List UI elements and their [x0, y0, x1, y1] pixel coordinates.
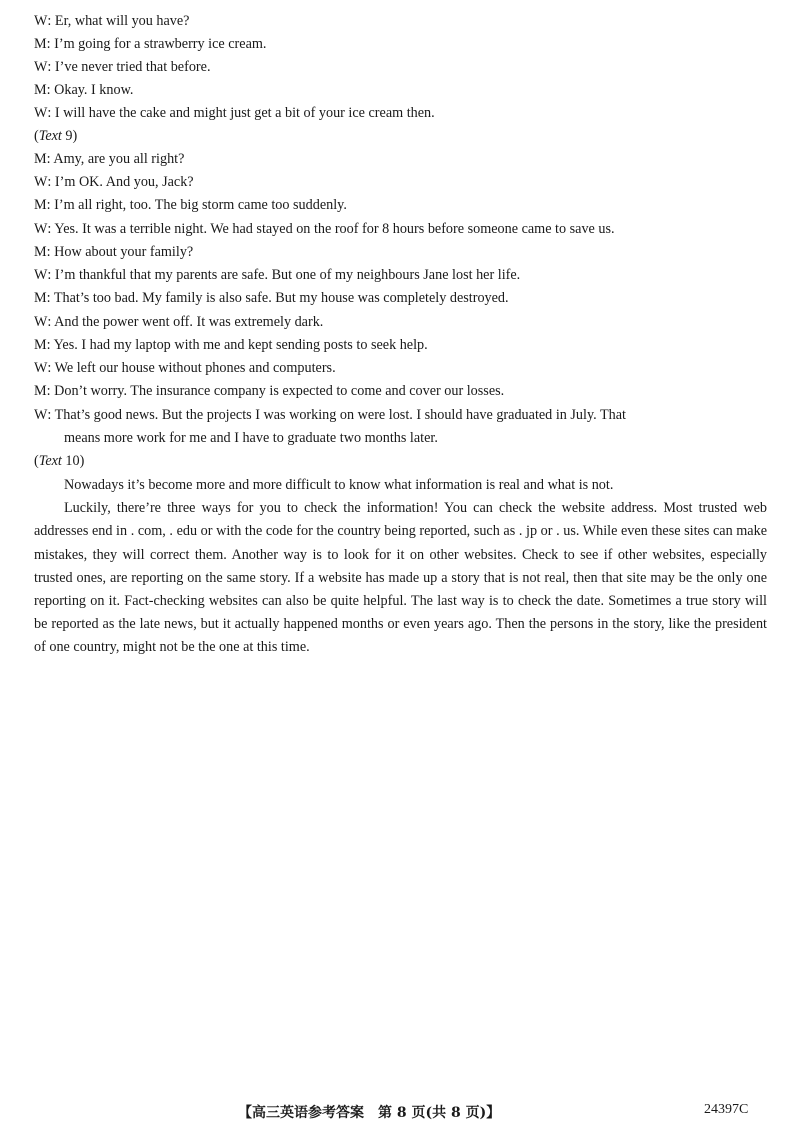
- footer-code: 24397C: [704, 1102, 749, 1117]
- dialogue-line: M: Don’t worry. The insurance company is expected to come and cover our losses.: [34, 383, 505, 399]
- footer-title: 【高三英语参考答案 第 8 页(共 8 页)】: [238, 1105, 501, 1121]
- dialogue-line: W: I’m thankful that my parents are safe. But one of my neighbours Jane lost her life.: [34, 267, 521, 283]
- dialogue-line: M: Amy, are you all right?: [34, 151, 185, 167]
- dialogue-line: M: I’m all right, too. The big storm came too suddenly.: [34, 197, 347, 213]
- dialogue-line: W: I’ve never tried that before.: [34, 59, 211, 75]
- dialogue-line: W: Yes. It was a terrible night. We had stayed on the roof for 8 hours before someone came to save us.: [34, 221, 615, 237]
- section-label-text10: (Text 10): [34, 453, 85, 469]
- dialogue-line: M: Yes. I had my laptop with me and kept sending posts to seek help.: [34, 337, 428, 353]
- dialogue-line: M: I’m going for a strawberry ice cream.: [34, 36, 267, 52]
- dialogue-line: W: We left our house without phones and computers.: [34, 360, 336, 376]
- section-label-text9: (Text 9): [34, 128, 78, 144]
- dialogue-line: W: I’m OK. And you, Jack?: [34, 174, 194, 190]
- dialogue-continuation: means more work for me and I have to graduate two months later.: [64, 430, 438, 446]
- dialogue-line: M: Okay. I know.: [34, 82, 134, 98]
- passage-paragraph-1: Nowadays it’s become more and more difficult to know what information is real and what is not.: [64, 477, 614, 493]
- dialogue-line: M: That’s too bad. My family is also safe. But my house was completely destroyed.: [34, 290, 509, 306]
- passage: [34, 474, 767, 660]
- dialogue-line: W: I will have the cake and might just get a bit of your ice cream then.: [34, 105, 435, 121]
- dialogue-line: W: And the power went off. It was extremely dark.: [34, 314, 324, 330]
- dialogue-line: W: Er, what will you have?: [34, 13, 190, 29]
- dialogue-line: M: How about your family?: [34, 244, 194, 260]
- passage-paragraph-2: Luckily, there’re three ways for you to check the information! You can check the website address. Most trusted web addresses end in . com, . edu or with the code for the country being reported, such as . jp or . us. While even these sites can make mistakes, they will correct them. Another way is to look for it on other websites. Check to see if other websites, especially trusted ones, are reporting on the same story. If a website has made up a story that is not real, then that site may be the only one reporting on it. Fact-checking websites can also be quite helpful. The last way is to check the date. Sometimes a true story will be reported as the late news, but it actually happened months or even years ago. Then the persons in the story, like the president of one country, might not be the one at this time.: [34, 500, 767, 656]
- dialogue-line: W: That’s good news. But the projects I was working on were lost. I should have graduated in July. That: [34, 407, 626, 423]
